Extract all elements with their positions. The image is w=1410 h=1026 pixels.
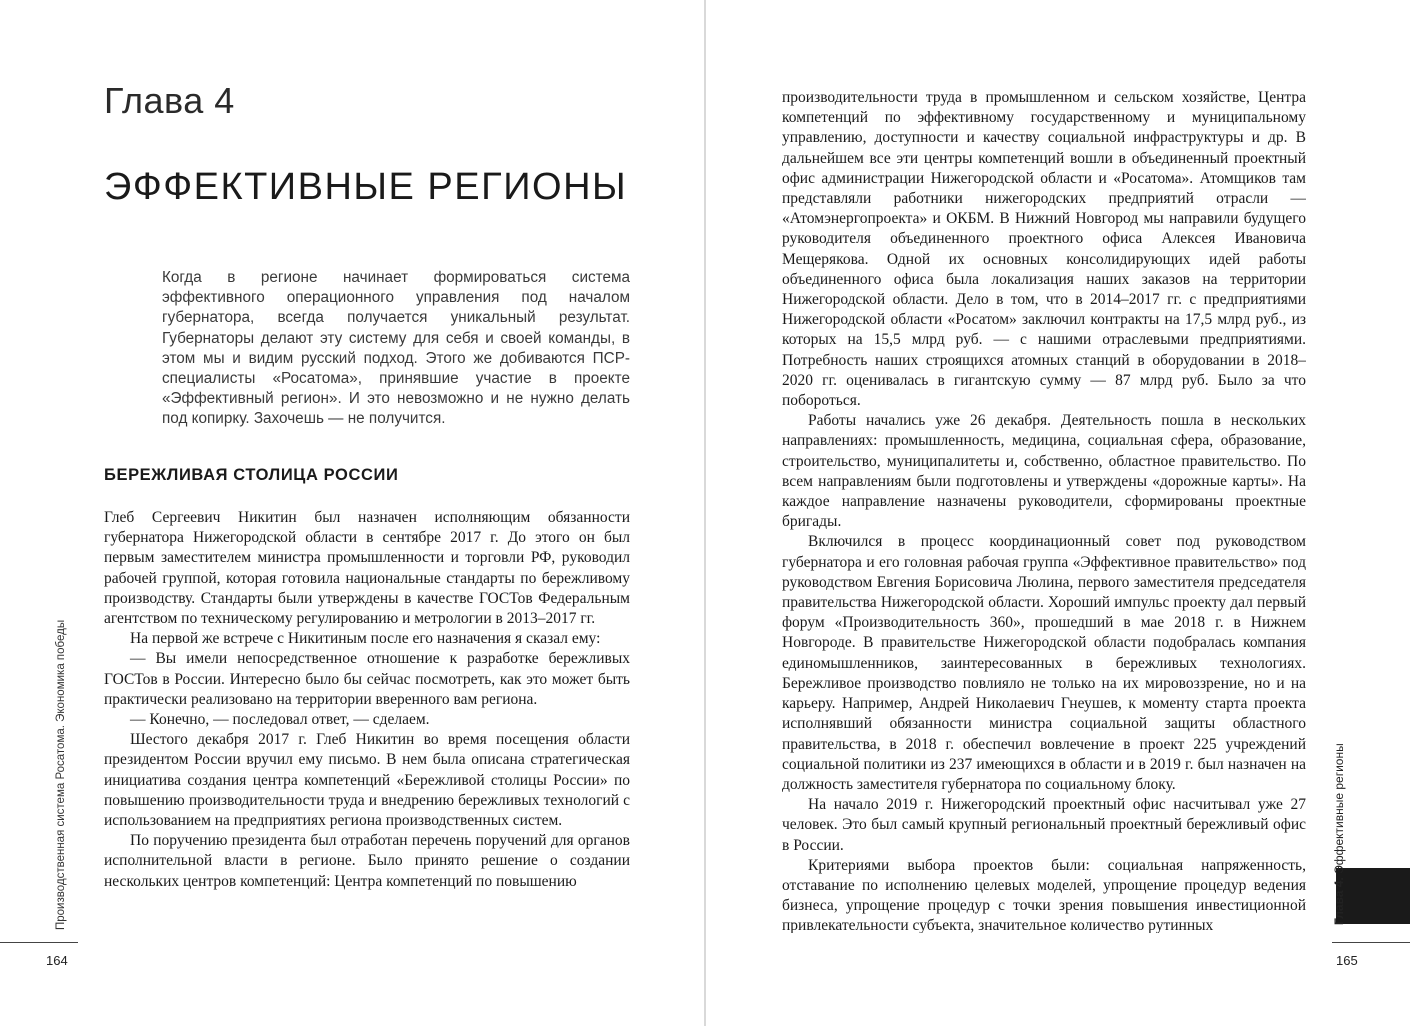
footer-rule <box>1332 942 1410 943</box>
footer-rule <box>0 942 78 943</box>
paragraph: Включился в процесс координационный совет под руководством губернатора и его головная рабочая группа «Эффективное правительство» под руководством Евгения Борисовича Люлина, первого заместителя председателя правительства Нижегородской области. Хороший импульс проекту дал первый форум «Производительность 360», прошедший в мае 2018 г. в Нижнем Новгороде. В правительстве Нижегородской области подобралась компания единомышленников, заинтересованных в бережливых технологиях. Бережливое производство повлияло не только на их мировоззрение, но и на карьеру. Например, Андрей Николаевич Гнеушев, к моменту старта проекта исполнявший обязанности министра социальной защиты областного правительства, в 2018 г. обеспечил вовлечение в проект 225 учреждений социальной политики из 237 имеющихся в области и в 2019 г. был назначен на должность заместителя губернатора по социальному блоку. <box>782 533 1306 793</box>
paragraph: Глеб Сергеевич Никитин был назначен исполняющим обязанности губернатора Нижегородской области в сентябре 2017 г. До этого он был первым заместителем министра промышленности и торговли РФ, руководил рабочей группой, которая готовила национальные стандарты по бережливому производству. Стандарты были утверждены в качестве ГОСТов Федеральным агентством по техническому регулированию и метрологии в 2013–2017 гг. <box>104 509 630 628</box>
paragraph: Шестого декабря 2017 г. Глеб Никитин во время посещения области президентом России вручил ему письмо. В нем была описана стратегическая инициатива создания центра компетенций «Бережливой столицы России» по повышению производительности труда и внедрению бережливых технологий с использованием на предприятиях региона производственных систем. <box>104 731 630 830</box>
chapter-title: ЭФФЕКТИВНЫЕ РЕГИОНЫ <box>104 166 628 208</box>
right-page <box>706 0 1410 1026</box>
epigraph: Когда в регионе начинает формироваться система эффективного операционного управления под началом губернатора, всегда получается уникальный результат. Губернаторы делают эту систему для себя и своей команды, в этом мы и видим русский подход. Этого же добиваются ПСР-специалисты «Росатома», принявшие участие в проекте «Эффективный регион». И это невозможно и не нужно делать под копирку. Захочешь — не получится. <box>162 269 630 428</box>
paragraph: Критериями выбора проектов были: социальная напряженность, отставание по исполнению целевых моделей, упрощение процедур ведения бизнеса, упрощение процедур с точки зрения повышения инвестиционной привлекательности субъекта, значительное количество рутинных <box>782 856 1306 933</box>
page-number: 165 <box>1336 953 1358 968</box>
page-number: 164 <box>46 953 68 968</box>
running-head: Производственная система Росатома. Экономика победы <box>55 619 67 930</box>
left-body-text <box>104 508 630 932</box>
paragraph: По поручению президента был отработан перечень поручений для органов исполнительной власти в регионе. Было принято решение о создании нескольких центров компетенций: Центра компетенций по повышению <box>104 832 630 890</box>
paragraph: На первой же встрече с Никитиным после его назначения я сказал ему: <box>130 630 601 648</box>
side-chapter-number: Глава 4. <box>1332 877 1346 925</box>
section-heading: БЕРЕЖЛИВАЯ СТОЛИЦА РОССИИ <box>104 466 399 484</box>
paragraph: — Вы имели непосредственное отношение к разработке бережливых ГОСТов в России. Интересно было бы сейчас посмотреть, как это может быть практически реализовано на территории вверенного вам региона. <box>104 650 630 708</box>
side-chapter-title: Эффективные регионы <box>1332 743 1346 874</box>
side-chapter-label <box>1330 743 1348 925</box>
paragraph: — Конечно, — последовал ответ, — сделаем. <box>130 711 430 729</box>
paragraph: На начало 2019 г. Нижегородский проектный офис насчитывал уже 27 человек. Это был самый крупный региональный проектный бережливый офис в России. <box>782 796 1306 854</box>
paragraph: Работы начались уже 26 декабря. Деятельность пошла в нескольких направлениях: промышленность, медицина, социальная сфера, образование, строительство, муниципалитеты и, собственно, областное правительство. По всем направлениям были подготовлены и утверждены «дорожные карты». На каждое направление назначены руководители, сформированы проектные бригады. <box>782 412 1306 531</box>
chapter-label: Глава 4 <box>104 80 235 121</box>
right-body-text <box>782 88 1306 933</box>
left-page <box>0 0 704 1026</box>
paragraph: производительности труда в промышленном и сельском хозяйстве, Центра компетенций по эффективному государственному и муниципальному управлению, доступности и качеству социальной инфраструктуры и др. В дальнейшем все эти центры компетенций вошли в объединенный проектный офис администрации Нижегородской области и «Росатома». Атомщиков там представляли работники нижегородских предприятий отрасли — «Атомэнергопроекта» и ОКБМ. В Нижний Новгород мы направили будущего руководителя объединенного проектного офиса Алексея Ивановича Мещерякова. Одной их основных консолидирующих идей работы объединенного офиса была локализация наших заказов на территории Нижегородской области. Дело в том, что в 2014–2017 гг. с предприятиями Нижегородской области «Росатом» заключил контракты на 17,5 млрд руб., из которых на 15,5 млрд руб. — с нашими отраслевыми предприятиями. Потребность наших строящихся атомных станций в оборудовании в 2018–2020 гг. оценивалась в гигантскую сумму — 87 млрд руб. Было за что побороться. <box>782 89 1306 410</box>
